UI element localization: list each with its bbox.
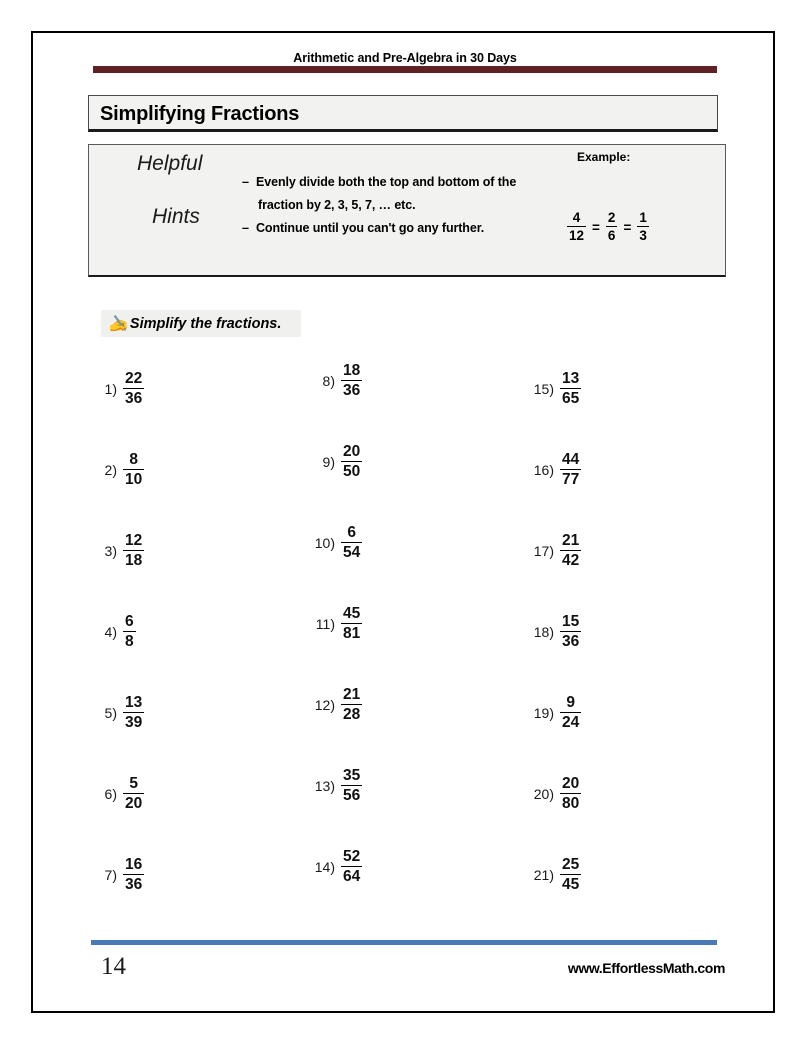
numerator: 2 <box>607 210 616 225</box>
denominator: 3 <box>639 228 647 244</box>
numerator: 45 <box>343 604 361 622</box>
example-equation <box>567 211 649 243</box>
problem-item <box>311 517 362 569</box>
problem-item <box>530 849 581 901</box>
problem-number: 6) <box>104 786 117 802</box>
denominator: 12 <box>569 228 585 244</box>
problem-fraction <box>560 614 581 651</box>
helpful-hints-box <box>88 144 726 277</box>
header-rule <box>93 66 717 73</box>
problem-number: 15) <box>533 381 554 397</box>
problem-fraction <box>341 768 362 805</box>
problem-item <box>93 606 136 658</box>
denominator: 8 <box>125 633 134 650</box>
problem-fraction <box>341 363 362 400</box>
problem-fraction <box>123 371 144 408</box>
problem-number: 11) <box>315 616 335 632</box>
problem-number: 21) <box>533 867 554 883</box>
hint-item <box>242 217 562 240</box>
numerator: 25 <box>562 855 580 873</box>
hint-text-line1: Continue until you can't go any further. <box>256 221 485 235</box>
numerator: 12 <box>125 531 143 549</box>
equals-sign: = <box>592 219 600 235</box>
numerator: 18 <box>343 361 361 379</box>
numerator: 9 <box>566 693 575 711</box>
problem-fraction <box>341 849 362 886</box>
hints-label-hints: Hints <box>152 205 200 228</box>
denominator: 6 <box>607 228 616 244</box>
numerator: 21 <box>562 531 580 549</box>
denominator: 36 <box>125 876 143 893</box>
problem-number: 9) <box>322 454 335 470</box>
denominator: 10 <box>125 471 143 488</box>
hint-dash: – <box>242 221 249 235</box>
problem-item <box>311 760 362 812</box>
problem-fraction <box>560 776 581 813</box>
problem-number: 1) <box>104 381 117 397</box>
numerator: 13 <box>125 693 143 711</box>
lesson-title-box <box>88 95 718 132</box>
problem-item <box>311 436 362 488</box>
numerator: 13 <box>562 369 580 387</box>
denominator: 42 <box>562 552 580 569</box>
problem-number: 3) <box>104 543 117 559</box>
problems-grid <box>33 363 777 933</box>
problem-number: 13) <box>314 778 335 794</box>
problem-item <box>93 687 144 739</box>
denominator: 36 <box>343 382 361 399</box>
denominator: 77 <box>562 471 580 488</box>
hint-text-line1: Evenly divide both the top and bottom of the <box>256 175 517 189</box>
problem-item <box>93 444 144 496</box>
numerator: 21 <box>343 685 361 703</box>
problem-number: 19) <box>533 705 554 721</box>
problem-column-3 <box>530 363 740 933</box>
denominator: 64 <box>343 868 361 885</box>
problem-item <box>530 363 581 415</box>
numerator: 1 <box>639 210 647 225</box>
problem-fraction <box>123 695 144 732</box>
example-label: Example: <box>577 150 631 164</box>
numerator: 8 <box>129 450 138 468</box>
instruction-text: Simplify the fractions. <box>129 316 282 332</box>
problem-fraction <box>560 695 581 732</box>
footer-rule <box>91 940 717 945</box>
denominator: 45 <box>562 876 580 893</box>
numerator: 22 <box>125 369 143 387</box>
numerator: 6 <box>347 523 356 541</box>
problem-number: 7) <box>104 867 117 883</box>
instruction-text-wrapper <box>109 314 281 334</box>
problem-item <box>530 606 581 658</box>
numerator: 35 <box>343 766 361 784</box>
problem-item <box>530 444 581 496</box>
denominator: 50 <box>343 463 361 480</box>
problem-fraction <box>341 525 362 562</box>
problem-number: 10) <box>314 535 335 551</box>
problem-fraction <box>560 857 581 894</box>
denominator: 20 <box>125 795 143 812</box>
numerator: 16 <box>125 855 143 873</box>
problem-fraction <box>560 533 581 570</box>
denominator: 36 <box>125 390 143 407</box>
problem-fraction <box>341 444 362 481</box>
page-title: Simplifying Fractions <box>100 103 300 125</box>
problem-number: 20) <box>533 786 554 802</box>
problem-item <box>93 849 144 901</box>
denominator: 28 <box>343 706 361 723</box>
denominator: 56 <box>343 787 361 804</box>
problem-item <box>311 679 362 731</box>
problem-fraction <box>123 452 144 489</box>
denominator: 65 <box>562 390 580 407</box>
example-fraction-3 <box>637 211 649 243</box>
example-fraction-1 <box>567 211 586 243</box>
problem-number: 4) <box>104 624 117 640</box>
denominator: 54 <box>343 544 361 561</box>
pencil-icon: ✍ <box>109 316 129 333</box>
numerator: 52 <box>343 847 361 865</box>
hint-text-line2: fraction by 2, 3, 5, 7, … etc. <box>258 198 416 212</box>
denominator: 18 <box>125 552 143 569</box>
numerator: 20 <box>343 442 361 460</box>
numerator: 4 <box>572 210 581 225</box>
problem-fraction <box>123 857 144 894</box>
numerator: 44 <box>562 450 580 468</box>
problem-item <box>311 598 362 650</box>
problem-fraction <box>123 533 144 570</box>
problem-item <box>311 841 362 893</box>
numerator: 15 <box>562 612 580 630</box>
example-fraction-2 <box>606 211 618 243</box>
problem-item <box>530 768 581 820</box>
problem-item <box>93 363 144 415</box>
hints-list <box>242 171 562 240</box>
problem-number: 14) <box>314 859 335 875</box>
problem-item <box>311 355 362 407</box>
instruction-bar <box>101 310 301 337</box>
problem-column-2 <box>311 363 521 933</box>
denominator: 36 <box>562 633 580 650</box>
problem-fraction <box>341 687 362 724</box>
problem-number: 18) <box>533 624 554 640</box>
worksheet-page <box>31 31 775 1013</box>
problem-fraction <box>341 606 362 643</box>
problem-item <box>93 525 144 577</box>
problem-fraction <box>123 776 144 813</box>
problem-item <box>530 687 581 739</box>
problem-fraction <box>560 452 581 489</box>
hint-item <box>242 171 562 217</box>
problem-item <box>93 768 144 820</box>
website-url: www.EffortlessMath.com <box>567 960 725 976</box>
problem-number: 17) <box>533 543 554 559</box>
page-number: 14 <box>101 953 126 980</box>
problem-column-1 <box>93 363 303 933</box>
problem-fraction <box>560 371 581 408</box>
problem-number: 2) <box>104 462 117 478</box>
equals-sign: = <box>623 219 632 235</box>
denominator: 80 <box>562 795 580 812</box>
problem-number: 12) <box>314 697 335 713</box>
denominator: 24 <box>562 714 580 731</box>
book-title: Arithmetic and Pre-Algebra in 30 Days <box>293 51 517 65</box>
problem-item <box>530 525 581 577</box>
numerator: 5 <box>129 774 138 792</box>
problem-number: 5) <box>104 705 117 721</box>
numerator: 20 <box>562 774 580 792</box>
problem-fraction <box>123 614 136 651</box>
denominator: 81 <box>343 625 361 642</box>
numerator: 6 <box>125 612 134 630</box>
problem-number: 16) <box>533 462 554 478</box>
hints-label-helpful: Helpful <box>137 152 203 175</box>
hint-dash: – <box>242 175 249 189</box>
denominator: 39 <box>125 714 143 731</box>
problem-number: 8) <box>322 373 335 389</box>
